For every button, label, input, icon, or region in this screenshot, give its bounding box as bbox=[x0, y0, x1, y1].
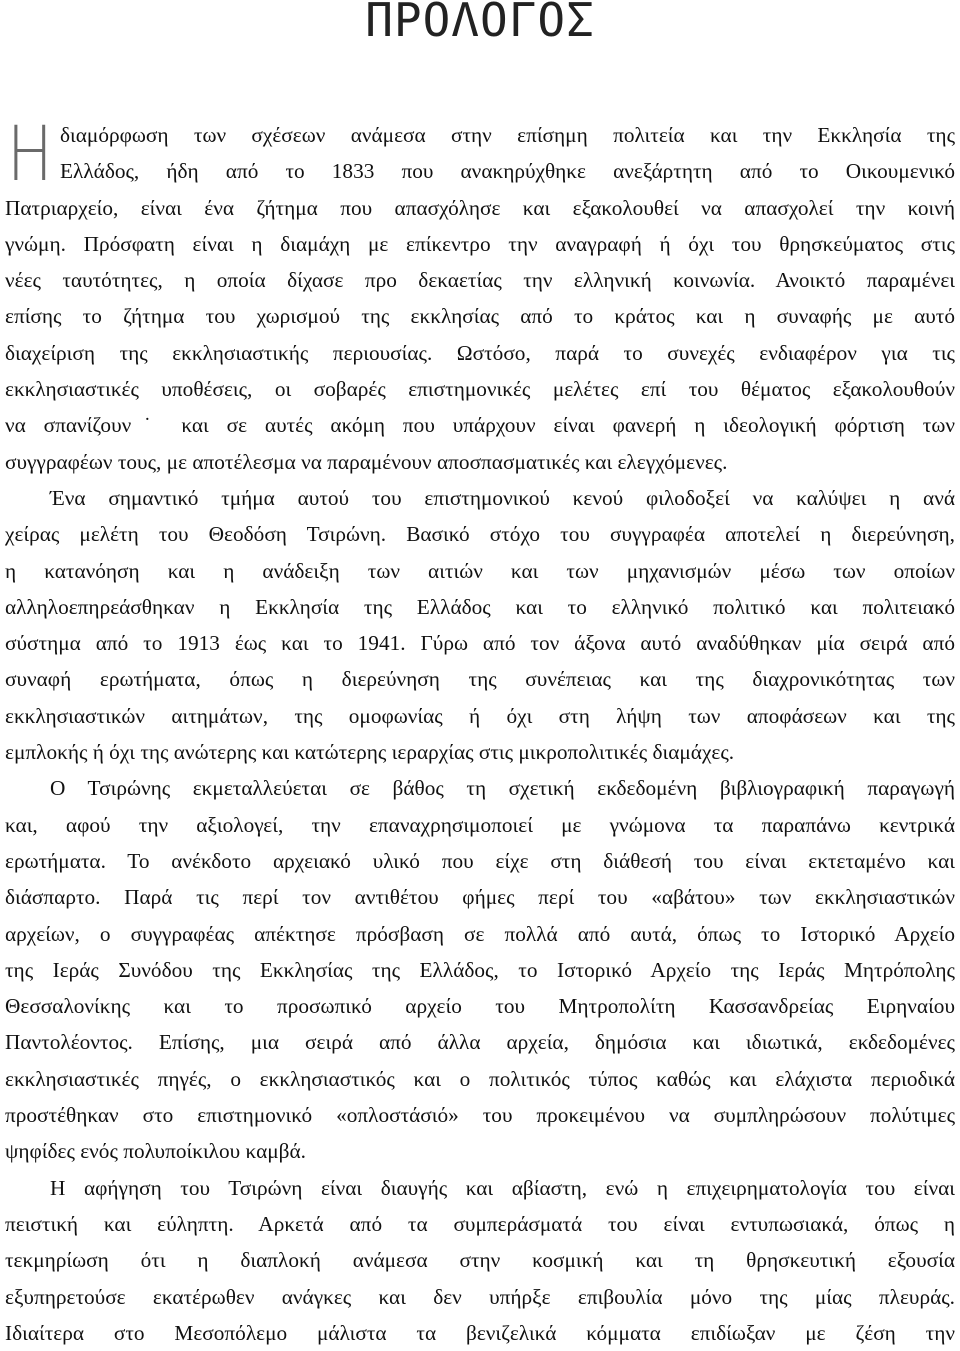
text-line: διάσπαρτο. Παρά τις περί τον αντιθέτου φήμες περί του «αβάτου» των εκκλησιαστικών bbox=[5, 885, 955, 910]
text-line: εξυπηρετούσε εκατέρωθεν ανάγκες και δεν υπήρξε επιβουλία μόνο της μίας πλευράς. bbox=[5, 1284, 955, 1309]
text-line: Θεσσαλονίκης και το προσωπικό αρχείο του Μητροπολίτη Κασσανδρείας Ειρηναίου bbox=[5, 994, 955, 1019]
text-line: η κατανόηση και η ανάδειξη των αιτιών και των μηχανισμών μέσω των οποίων bbox=[5, 558, 955, 583]
text-line: πειστική και εύληπτη. Αρκετά από τα συμπεράσματά του είναι εντυπωσιακά, όπως η bbox=[5, 1211, 955, 1236]
text-line: εκκλησιαστικών αιτημάτων, της ομοφωνίας ή όχι στη λήψη των αποφάσεων και της bbox=[5, 703, 955, 728]
text-line: συγγραφέων τους, με αποτέλεσμα να παραμένουν αποσπασματικές και ελεγχόμενες. bbox=[5, 449, 728, 474]
text-line: ψηφίδες ενός πολυποίκιλου καμβά. bbox=[5, 1139, 306, 1164]
text-line: επίσης το ζήτημα του χωρισμού της εκκλησίας από το κράτος και η συναφής με αυτό bbox=[5, 304, 955, 329]
drop-cap-letter: Η bbox=[7, 109, 53, 198]
text-line: αρχείων, ο συγγραφέας απέκτησε πρόσβαση σε πολλά από αυτά, όπως το Ιστορικό Αρχείο bbox=[5, 921, 955, 946]
text-line: τεκμηρίωση ότι η διαπλοκή ανάμεσα στην κοσμική και τη θρησκευτική εξουσία bbox=[5, 1248, 955, 1273]
body-text bbox=[5, 109, 955, 1351]
text-line: Ο Τσιρώνης εκμεταλλεύεται σε βάθος τη σχετική εκδεδομένη βιβλιογραφική παραγωγή bbox=[50, 776, 955, 801]
text-line: γνώμη. Πρόσφατη είναι η διαμάχη με επίκεντρο την αναγραφή ή όχι του θρησκεύματος στις bbox=[5, 231, 955, 256]
text-line: αλληλοεπηρεάσθηκαν η Εκκλησία της Ελλάδος και το ελληνικό πολιτικό και πολιτειακό bbox=[5, 594, 955, 619]
page-title: ΠΡΟΛΟΓΟΣ bbox=[365, 0, 595, 47]
text-line: Παντολέοντος. Επίσης, μια σειρά από άλλα αρχεία, δημόσια και ιδιωτικά, εκδεδομένες bbox=[5, 1030, 955, 1055]
text-line: προστέθηκαν στο επιστημονικό «οπλοστάσιό» του προκειμένου να συμπληρώσουν πολύτιμες bbox=[5, 1103, 955, 1128]
text-line: ερωτήματα. Το ανέκδοτο αρχειακό υλικό που είχε στη διάθεσή του είναι εκτεταμένο και bbox=[5, 848, 955, 873]
text-line: διαμόρφωση των σχέσεων ανάμεσα στην επίσημη πολιτεία και την Εκκλησία της bbox=[60, 123, 955, 147]
text-line: Ένα σημαντικό τμήμα αυτού του επιστημονικού κενού φιλοδοξεί να καλύψει η ανά bbox=[50, 485, 955, 510]
text-line: Πατριαρχείο, είναι ένα ζήτημα που απασχόλησε και εξακολουθεί να απασχολεί την κοινή bbox=[5, 195, 955, 220]
text-line: Ελλάδος, ήδη από το 1833 που ανακηρύχθηκε ανεξάρτητη από το Οικουμενικό bbox=[60, 159, 955, 184]
text-line: συναφή ερωτήματα, όπως η διερεύνηση της συνέπειας και της διαχρονικότητας των bbox=[5, 667, 955, 692]
text-line: εκκλησιαστικές πηγές, ο εκκλησιαστικός και ο πολιτικός τύπος καθώς και ελάχιστα περιοδικά bbox=[5, 1066, 955, 1091]
text-line: να σπανίζουν˙ και σε αυτές ακόμη που υπάρχουν είναι φανερή η ιδεολογική φόρτιση των bbox=[5, 413, 955, 438]
text-line: και, αφού την αξιολογεί, την επαναχρησιμοποιεί με γνώμονα τα παραπάνω κεντρικά bbox=[5, 812, 955, 837]
text-line: εμπλοκής ή όχι της ανώτερης και κατώτερης ιεραρχίας στις μικροπολιτικές διαμάχες. bbox=[5, 740, 735, 765]
text-line: Η αφήγηση του Τσιρώνη είναι διαυγής και αβίαστη, ενώ η επιχειρηματολογία του είναι bbox=[50, 1175, 955, 1200]
text-line: σύστημα από το 1913 έως και το 1941. Γύρω από τον άξονα αυτό αναδύθηκαν μία σειρά από bbox=[5, 631, 955, 656]
text-line: νέες ταυτότητες, η οποία δίχασε προ δεκαετίας την ελληνική κοινωνία. Ανοικτό παραμένει bbox=[5, 268, 955, 293]
text-line: Ιδιαίτερα στο Μεσοπόλεμο μάλιστα τα βενιζελικά κόμματα επιδίωξαν με ζέση την bbox=[5, 1320, 955, 1345]
text-line: της Ιεράς Συνόδου της Εκκλησίας της Ελλάδος, το Ιστορικό Αρχείο της Ιεράς Μητρόπολης bbox=[5, 957, 955, 982]
text-line: διαχείριση της εκκλησιαστικής περιουσίας. Ωστόσο, παρά το συνεχές ενδιαφέρον για τις bbox=[5, 340, 955, 365]
text-line: εκκλησιαστικές υποθέσεις, οι σοβαρές επιστημονικές μελέτες επί του θέματος εξακολουθούν bbox=[5, 377, 955, 402]
text-line: χείρας μελέτη του Θεοδόση Τσιρώνη. Βασικό στόχο του συγγραφέα αποτελεί η διερεύνηση, bbox=[5, 522, 955, 547]
